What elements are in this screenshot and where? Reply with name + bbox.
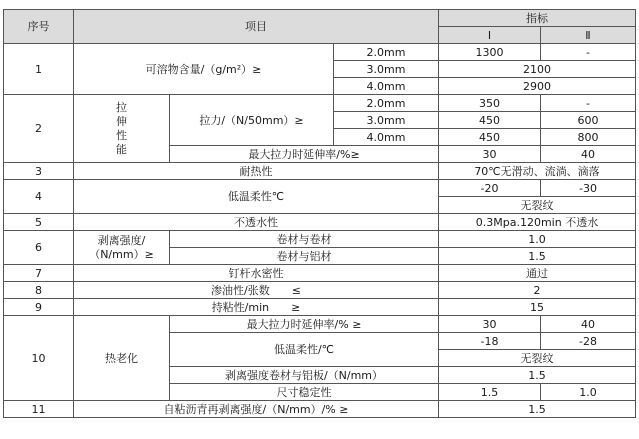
row-number: 8	[4, 282, 74, 299]
value-cell: 2100	[439, 61, 636, 78]
value-cell: -	[541, 44, 636, 61]
value-cell: -20	[439, 180, 541, 197]
value-cell: 600	[541, 112, 636, 129]
value-cell: 无裂纹	[439, 197, 636, 214]
value-cell: 2	[439, 282, 636, 299]
value-cell: -18	[439, 333, 541, 350]
row-number: 2	[4, 95, 74, 163]
header-grade-1: Ⅰ	[439, 27, 541, 44]
sub-item-name: 卷材与卷材	[170, 231, 439, 248]
spec-table-wrapper	[3, 9, 636, 418]
value-cell: 1.5	[439, 248, 636, 265]
table-row	[4, 265, 636, 282]
table-row	[4, 282, 636, 299]
value-cell: 40	[541, 146, 636, 163]
header-grade-2: Ⅱ	[541, 27, 636, 44]
sub-item-name: 拉力/（N/50mm）≥	[170, 95, 334, 146]
group-label-heat-aging: 热老化	[74, 316, 170, 401]
value-cell: 通过	[439, 265, 636, 282]
value-cell: 1.0	[439, 231, 636, 248]
group-label-tensile	[74, 95, 170, 163]
table-row	[4, 316, 636, 333]
value-cell: -28	[541, 333, 636, 350]
table-row	[4, 163, 636, 180]
value-cell: 70℃无滑动、流淌、滴落	[439, 163, 636, 180]
row-number: 9	[4, 299, 74, 316]
group-char: 拉	[116, 100, 127, 114]
value-cell: 450	[439, 129, 541, 146]
table-row	[4, 95, 636, 112]
value-cell: 0.3Mpa.120min 不透水	[439, 214, 636, 231]
group-line: 剥离强度/	[97, 233, 146, 247]
item-name: 耐热性	[74, 163, 439, 180]
header-seq: 序号	[4, 10, 74, 44]
row-number: 11	[4, 401, 74, 418]
group-char: 能	[116, 142, 127, 156]
value-cell: 1.5	[439, 401, 636, 418]
value-cell: 350	[439, 95, 541, 112]
group-char: 伸	[116, 114, 127, 128]
group-line: （N/mm）≥	[89, 247, 154, 261]
value-cell: -30	[541, 180, 636, 197]
table-row	[4, 231, 636, 248]
thickness-cell: 2.0mm	[334, 95, 439, 112]
thickness-cell: 4.0mm	[334, 129, 439, 146]
thickness-cell: 3.0mm	[334, 61, 439, 78]
value-cell: 1.5	[439, 367, 636, 384]
thickness-cell: 2.0mm	[334, 44, 439, 61]
value-cell: 1300	[439, 44, 541, 61]
item-name: 不透水性	[74, 214, 439, 231]
header-item: 项目	[74, 10, 439, 44]
item-name: 渗油性/张数 ≤	[74, 282, 439, 299]
row-number: 4	[4, 180, 74, 214]
value-cell: 40	[541, 316, 636, 333]
item-name: 低温柔性℃	[74, 180, 439, 214]
value-cell: 450	[439, 112, 541, 129]
value-cell: 15	[439, 299, 636, 316]
value-cell: 无裂纹	[439, 350, 636, 367]
value-cell: -	[541, 95, 636, 112]
spec-table	[3, 9, 636, 418]
value-cell: 30	[439, 316, 541, 333]
row-number: 3	[4, 163, 74, 180]
table-row	[4, 44, 636, 61]
sub-item-name: 尺寸稳定性	[170, 384, 439, 401]
sub-item-name: 最大拉力时延伸率/%≥	[170, 146, 439, 163]
sub-item-name: 最大拉力时延伸率/% ≥	[170, 316, 439, 333]
header-row	[4, 10, 636, 27]
sub-item-name: 低温柔性/℃	[170, 333, 439, 367]
value-cell: 1.0	[541, 384, 636, 401]
item-name: 钉杆水密性	[74, 265, 439, 282]
row-number: 7	[4, 265, 74, 282]
row-number: 1	[4, 44, 74, 95]
row-number: 5	[4, 214, 74, 231]
row-number: 6	[4, 231, 74, 265]
value-cell: 30	[439, 146, 541, 163]
value-cell: 800	[541, 129, 636, 146]
table-row	[4, 180, 636, 197]
sub-item-name: 剥离强度卷材与铝板/（N/mm）	[170, 367, 439, 384]
item-name: 自粘沥青再剥离强度/（N/mm）/% ≥	[74, 401, 439, 418]
row-number: 10	[4, 316, 74, 401]
item-name: 可溶物含量/（g/m²）≥	[74, 44, 334, 95]
table-row	[4, 401, 636, 418]
group-char: 性	[116, 128, 127, 142]
thickness-cell: 4.0mm	[334, 78, 439, 95]
value-cell: 2900	[439, 78, 636, 95]
table-row	[4, 299, 636, 316]
header-index: 指标	[439, 10, 636, 27]
table-row	[4, 214, 636, 231]
group-label-peel	[74, 231, 170, 265]
sub-item-name: 卷材与铝材	[170, 248, 439, 265]
item-name: 持粘性/min ≥	[74, 299, 439, 316]
thickness-cell: 3.0mm	[334, 112, 439, 129]
value-cell: 1.5	[439, 384, 541, 401]
